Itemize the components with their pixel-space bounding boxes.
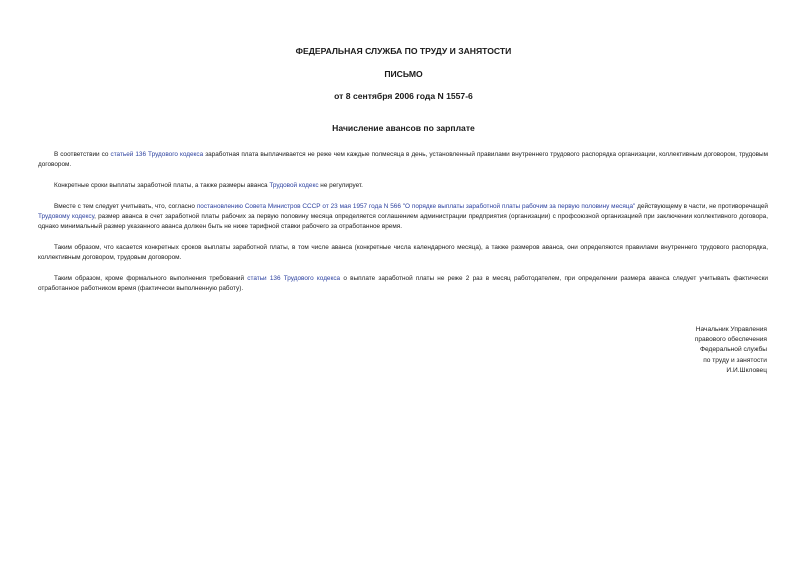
signature-line-department: правового обеспечения bbox=[694, 336, 767, 344]
link-article-136-2[interactable]: статьи 136 Трудового кодекса bbox=[247, 275, 341, 282]
paragraph-2 bbox=[38, 181, 768, 191]
link-labor-code-2[interactable]: Трудовому кодексу bbox=[38, 213, 95, 220]
document-title: Начисление авансов по зарплате bbox=[332, 123, 475, 133]
paragraph-4 bbox=[38, 243, 768, 263]
paragraph-text: Таким образом, что касается конкретных сроков выплаты заработной платы, в том числе аванса (конкретные числа календарного месяца), а также размеров аванса, они определяются правилами внутреннего трудового распорядка, коллективным договором, трудовым договором. bbox=[38, 244, 768, 261]
paragraph-text: не регулирует. bbox=[318, 182, 363, 189]
paragraph-text: о выплате заработной платы не реже 2 раз в месяц работодателем, при определении размера аванса следует учитывать фактически отработанное работником время (фактически выполненную работу). bbox=[38, 275, 768, 292]
link-article-136[interactable]: статьей 136 Трудового кодекса bbox=[110, 151, 204, 158]
link-resolution-566[interactable]: постановлению Совета Министров СССР от 23 мая 1957 года N 566 "О порядке выплаты заработной платы рабочим за первую половину месяца" bbox=[196, 203, 636, 210]
signature-line-position: Начальник Управления bbox=[695, 326, 767, 333]
signature-line-service: Федеральной службы bbox=[699, 346, 767, 354]
paragraph-text: В соответствии со bbox=[54, 151, 111, 158]
signature-line-service-cont: по труду и занятости bbox=[703, 356, 767, 364]
paragraph-text: заработная плата выплачивается не реже чем каждые полмесяца в день, установленный правилами внутреннего трудового распорядка организации, коллективным договором, трудовым договором. bbox=[38, 151, 768, 168]
paragraph-text: действующему в части, не противоречащей bbox=[635, 203, 769, 210]
paragraph-1 bbox=[38, 150, 768, 170]
paragraph-text: Таким образом, кроме формального выполнения требований bbox=[54, 275, 248, 282]
signature-block bbox=[695, 325, 767, 376]
paragraph-3 bbox=[38, 202, 768, 232]
paragraph-text: Вместе с тем следует учитывать, что, согласно bbox=[54, 203, 197, 210]
document-date: от 8 сентября 2006 года N 1557-6 bbox=[334, 91, 473, 101]
paragraph-text: , размер аванса в счет заработной платы рабочих за первую половину месяца определяется соглашением администрации предприятия (организации) с профсоюзной организацией при заключении коллективного договора, однако минимальный размер указанного аванса должен быть не ниже тарифной ставки рабочего за отработанное время. bbox=[38, 213, 769, 230]
paragraph-text: Конкретные сроки выплаты заработной платы, а также размеры аванса bbox=[54, 182, 270, 189]
signature-name: И.И.Шкловец bbox=[726, 366, 767, 374]
issuing-organization: ФЕДЕРАЛЬНАЯ СЛУЖБА ПО ТРУДУ И ЗАНЯТОСТИ bbox=[295, 46, 512, 56]
link-labor-code[interactable]: Трудовой кодекс bbox=[269, 182, 319, 189]
document-type: ПИСЬМО bbox=[384, 69, 423, 79]
paragraph-5 bbox=[38, 274, 768, 294]
